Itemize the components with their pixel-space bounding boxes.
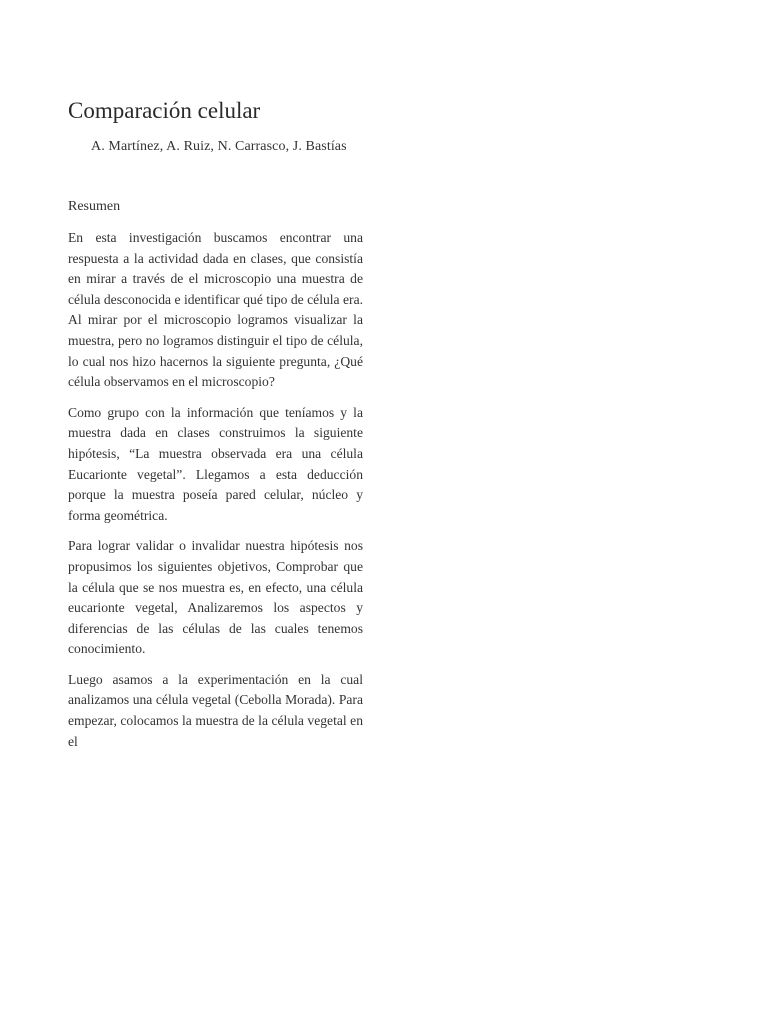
document-authors: A. Martínez, A. Ruiz, N. Carrasco, J. Bastías <box>91 139 347 154</box>
abstract-paragraph-1: En esta investigación buscamos encontrar una respuesta a la actividad dada en clases, que consistía en mirar a través de el microscopio una muestra de célula desconocida e identificar qué tipo de célula era. Al mirar por el microscopio logramos visualizar la muestra, pero no logramos distinguir el tipo de célula, lo cual nos hizo hacernos la siguiente pregunta, ¿Qué célula observamos en el microscopio? <box>68 230 363 390</box>
abstract-paragraph-2: Como grupo con la información que teníamos y la muestra dada en clases construimos la siguiente hipótesis, “La muestra observada era una célula Eucarionte vegetal”. Llegamos a esta deducción porque la muestra poseía pared celular, núcleo y forma geométrica. <box>68 404 363 523</box>
abstract-paragraph-3: Para lograr validar o invalidar nuestra hipótesis nos propusimos los siguientes objetivos, Comprobar que la célula que se nos muestra es, en efecto, una célula eucarionte vegetal, Analizaremos los aspectos y diferencias de las células de las cuales tenemos conocimiento. <box>68 538 363 657</box>
section-heading-resumen: Resumen <box>68 199 121 214</box>
abstract-paragraph-4: Luego asamos a la experimentación en la cual analizamos una célula vegetal (Cebolla Morada). Para empezar, colocamos la muestra de la célula vegetal en el <box>68 671 363 749</box>
abstract-body <box>68 228 363 762</box>
document-title: Comparación celular <box>68 98 261 123</box>
